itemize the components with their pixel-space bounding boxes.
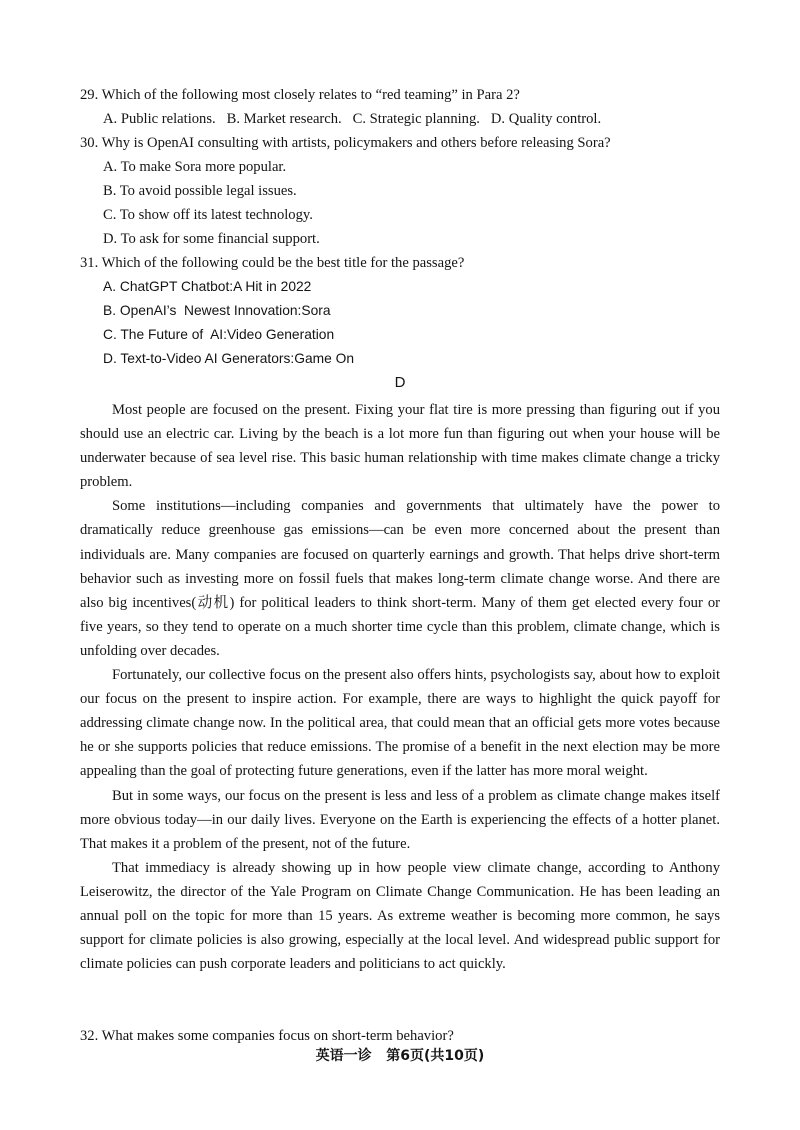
- section-heading: D: [394, 374, 406, 391]
- passage-paragraph-2: Some institutions—including companies and governments that ultimately have the power to dramatically reduce greenhouse gas emissions—can be even more concerned about the present than individuals are. Many companies are focused on quarterly earnings and growth. That helps drive short-term behavior such as investing more on fossil fuels that makes long-term climate change worse. And there are also big incentives(动机) for political leaders to think short-term. Many of them get elected every four or five years, so they tend to operate on a much shorter time cycle than this problem, climate change, which is unfolding over decades.: [80, 498, 720, 659]
- question-31-stem: 31. Which of the following could be the best title for the passage?: [80, 255, 465, 271]
- passage-paragraph-5: That immediacy is already showing up in how people view climate change, according to Anthony Leiserowitz, the director of the Yale Program on Climate Change Communication. He has been leading an annual poll on the topic for more than 15 years. As extreme weather is becoming more common, he says support for climate policies is also growing, especially at the local level. And widespread public support for climate policies can push corporate leaders and politicians to act quickly.: [80, 859, 720, 973]
- page-footer: 英语一诊 第6页(共10页): [315, 1048, 485, 1064]
- question-30-option-b: B. To avoid possible legal issues.: [103, 183, 297, 199]
- question-30-stem: 30. Why is OpenAI consulting with artists, policymakers and others before releasing Sora?: [80, 135, 611, 151]
- question-31-option-d: D. Text-to-Video AI Generators:Game On: [103, 351, 355, 366]
- question-29-options: A. Public relations. B. Market research. C. Strategic planning. D. Quality control.: [103, 111, 602, 127]
- passage-paragraph-3: Fortunately, our collective focus on the present also offers hints, psychologists say, about how to exploit our focus on the present to inspire action. For example, there are ways to highlight the quick payoff for addressing climate change now. In the political area, that could mean that an official gets more votes because he or she supports policies that reduce emissions. The promise of a benefit in the next election may be more appealing than the goal of protecting future generations, even if the latter has more moral weight.: [80, 667, 720, 780]
- question-30-option-d: D. To ask for some financial support.: [103, 231, 320, 247]
- question-31-option-b: B. OpenAI’s Newest Innovation:Sora: [103, 303, 331, 318]
- question-32-stem: 32. What makes some companies focus on short-term behavior?: [80, 1028, 454, 1044]
- question-30-option-a: A. To make Sora more popular.: [103, 159, 287, 175]
- passage-paragraph-1: Most people are focused on the present. Fixing your flat tire is more pressing than figuring out if you should use an electric car. Living by the beach is a lot more fun than figuring out when your house will be underwater because of sea level rise. This basic human relationship with time makes climate change a tricky problem.: [80, 402, 720, 491]
- passage-paragraph-4: But in some ways, our focus on the present is less and less of a problem as climate change makes itself more obvious today—in our daily lives. Everyone on the Earth is experiencing the effects of a hotter planet. That makes it a problem of the present, not of the future.: [80, 787, 720, 852]
- reading-passage: [80, 398, 720, 976]
- question-31-option-a: A. ChatGPT Chatbot:A Hit in 2022: [103, 279, 312, 294]
- question-30-option-c: C. To show off its latest technology.: [103, 207, 313, 223]
- question-31-option-c: C. The Future of AI:Video Generation: [103, 327, 335, 342]
- question-29-stem: 29. Which of the following most closely relates to “red teaming” in Para 2?: [80, 87, 520, 103]
